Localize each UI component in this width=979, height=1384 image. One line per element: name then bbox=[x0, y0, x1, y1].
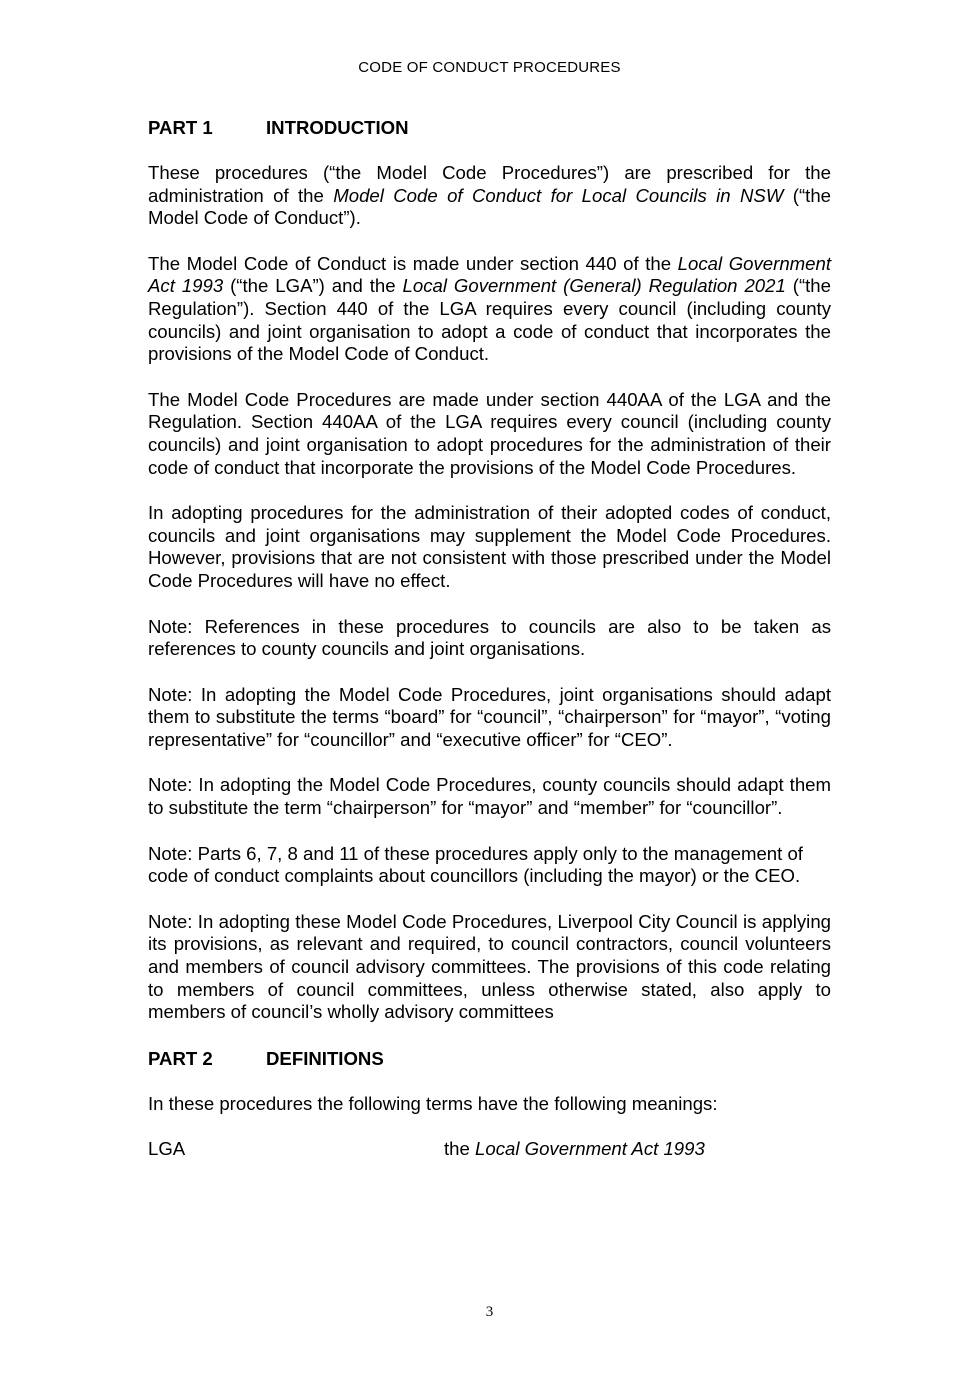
note-liverpool-council: Note: In adopting these Model Code Procedures, Liverpool City Council is applying its provisions, as relevant and required, to council contractors, council volunteers and members of council advisory committees. The provisions of this code relating to members of council committees, unless otherwise stated, also apply to members of council’s wholly advisory committees bbox=[148, 910, 831, 1023]
intro-paragraph-4: In adopting procedures for the administration of their adopted codes of conduct, councils and joint organisations may supplement the Model Code Procedures. However, provisions that are not consistent with those prescribed under the Model Code Procedures will have no effect. bbox=[148, 502, 831, 591]
intro-p2-text-a: The Model Code of Conduct is made under section 440 of the bbox=[148, 252, 678, 274]
definition-meaning-prefix: the bbox=[444, 1138, 476, 1160]
part-2-title: DEFINITIONS bbox=[266, 1047, 384, 1069]
definition-row bbox=[148, 1138, 831, 1161]
regulation-italic: Local Government (General) Regulation 2021 bbox=[402, 275, 786, 297]
definitions-intro: In these procedures the following terms have the following meanings: bbox=[148, 1092, 718, 1114]
intro-paragraph-1 bbox=[148, 162, 831, 230]
intro-p1-text-a: These procedures (“the Model Code Procedures”) are prescribed for the administration of the bbox=[148, 162, 831, 206]
intro-p2-text-c: (“the LGA”) and the bbox=[223, 275, 403, 297]
lga-act-italic: Local Government Act 1993 bbox=[148, 252, 831, 297]
part-1-heading bbox=[148, 116, 831, 140]
note-joint-organisations: Note: In adopting the Model Code Procedures, joint organisations should adapt them to substitute the terms “board” for “council”, “chairperson” for “mayor”, “voting representative” for “councillor” and “executive officer” for “CEO”. bbox=[148, 683, 831, 750]
definition-meaning-italic: Local Government Act 1993 bbox=[475, 1138, 705, 1160]
part-2-heading bbox=[148, 1047, 831, 1071]
definition-meaning bbox=[444, 1138, 705, 1161]
running-header: CODE OF CONDUCT PROCEDURES bbox=[358, 59, 621, 76]
page-number: 3 bbox=[485, 1304, 494, 1320]
intro-paragraph-3: The Model Code Procedures are made under section 440AA of the LGA and the Regulation. Section 440AA of the LGA requires every council (including county councils) and joint organisation to adopt procedures for the administration of their code of conduct that incorporate the provisions of the Model Code Procedures. bbox=[148, 388, 831, 478]
intro-paragraph-2 bbox=[148, 253, 831, 366]
part-1-number: PART 1 bbox=[148, 116, 213, 138]
note-parts-apply: Note: Parts 6, 7, 8 and 11 of these procedures apply only to the management of code of conduct complaints about councillors (including the mayor) or the CEO. bbox=[148, 842, 803, 887]
note-county-councils: Note: References in these procedures to councils are also to be taken as references to county councils and joint organisations. bbox=[148, 615, 831, 660]
part-1-title: INTRODUCTION bbox=[266, 116, 409, 138]
model-code-title-italic: Model Code of Conduct for Local Councils in NSW bbox=[333, 184, 784, 206]
note-county-councils-adapt: Note: In adopting the Model Code Procedures, county councils should adapt them to substitute the term “chairperson” for “mayor” and “member” for “councillor”. bbox=[148, 774, 831, 819]
document-body bbox=[148, 116, 831, 1161]
part-2-number: PART 2 bbox=[148, 1047, 213, 1069]
intro-p2-text-e: (“the Regulation”). Section 440 of the LGA requires every council (including county councils) and joint organisation to adopt a code of conduct that incorporates the provisions of the Model Code of Conduct. bbox=[148, 275, 831, 365]
intro-p1-text-c: (“the Model Code of Conduct”). bbox=[148, 184, 831, 229]
definition-term: LGA bbox=[148, 1138, 186, 1160]
